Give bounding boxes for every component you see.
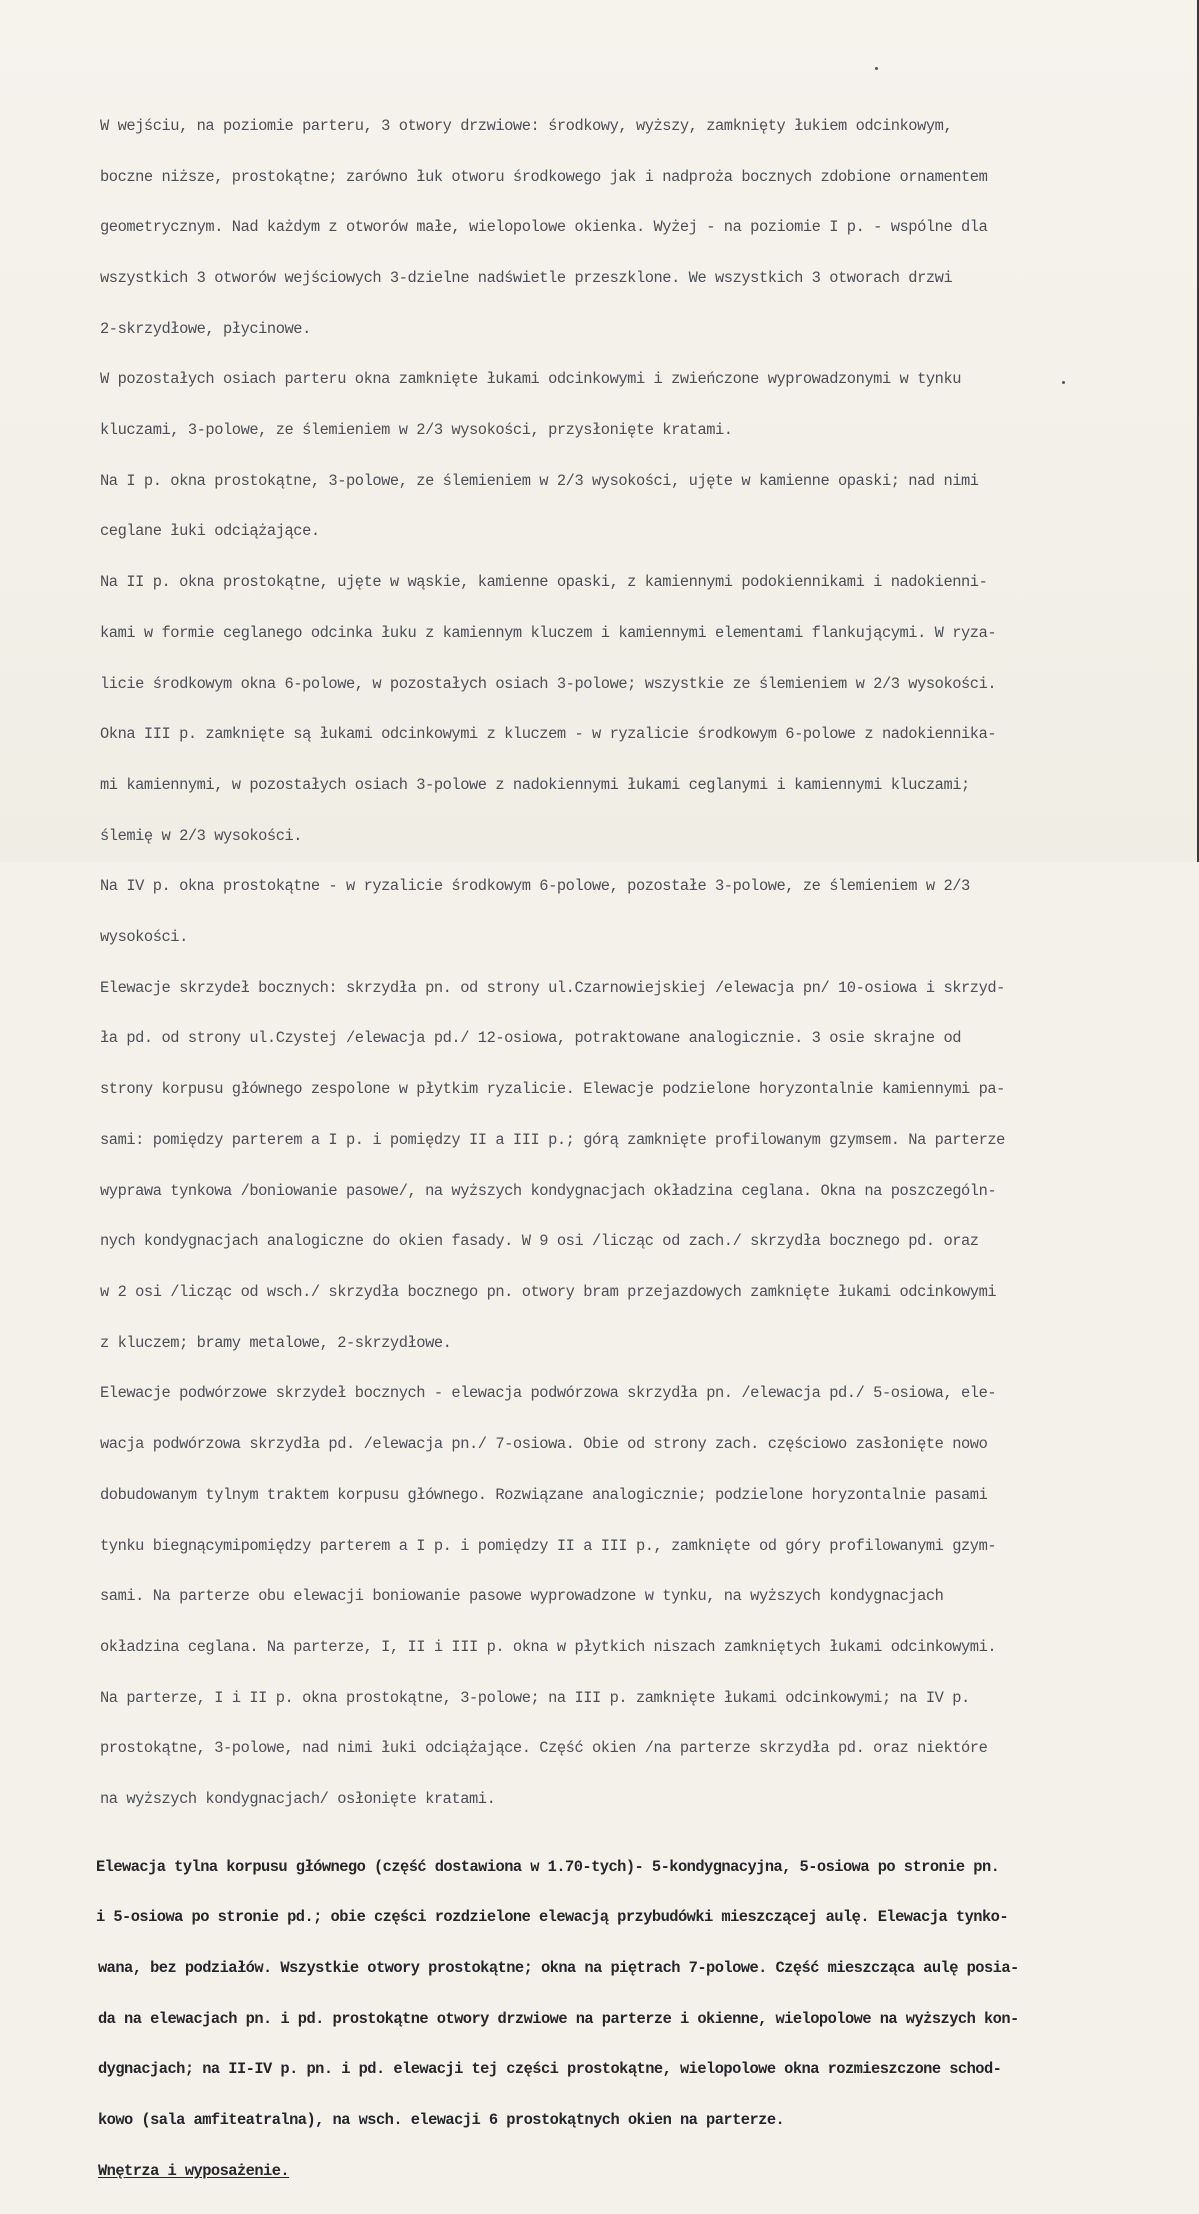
text-line: Na parterze, I i II p. okna prostokątne, 3-polowe; na III p. zamknięte łukami odcinkowymi; na IV p.	[100, 1688, 970, 1707]
text-line: Na II p. okna prostokątne, ujęte w wąskie, kamienne opaski, z kamiennymi podokiennikami i nadokienni-	[100, 573, 988, 592]
text-line: kluczami, 3-polowe, ze ślemieniem w 2/3 wysokości, przysłonięte kratami.	[100, 421, 733, 440]
text-line: ceglane łuki odciążające.	[100, 522, 320, 541]
text-line: na wyższych kondygnacjach/ osłonięte kratami.	[100, 1790, 496, 1809]
paper-speck	[875, 67, 878, 70]
text-line: boczne niższe, prostokątne; zarówno łuk otworu środkowego jak i nadproża bocznych zdobione ornamentem	[100, 167, 988, 186]
text-line: ła pd. od strony ul.Czystej /elewacja pd./ 12-osiowa, potraktowane analogicznie. 3 osie skrajne od	[100, 1029, 962, 1048]
text-line: prostokątne, 3-polowe, nad nimi łuki odciążające. Część okien /na parterze skrzydła pd. oraz niektóre	[100, 1739, 988, 1758]
text-line: Elewacje podwórzowe skrzydeł bocznych - elewacja podwórzowa skrzydła pn. /elewacja pd./ 5-osiowa, ele-	[100, 1384, 997, 1403]
text-line: licie środkowym okna 6-polowe, w pozostałych osiach 3-polowe; wszystkie ze ślemieniem w 2/3 wysokości.	[100, 674, 997, 693]
text-line: Na I p. okna prostokątne, 3-polowe, ze ślemieniem w 2/3 wysokości, ujęte w kamienne opaski; nad nimi	[100, 471, 979, 490]
text-line: wysokości.	[100, 928, 188, 947]
text-line: z kluczem; bramy metalowe, 2-skrzydłowe.	[100, 1333, 452, 1352]
text-line: W pozostałych osiach parteru okna zamknięte łukami odcinkowymi i zwieńczone wyprowadzonymi w tynku	[100, 370, 962, 389]
text-line: okładzina ceglana. Na parterze, I, II i III p. okna w płytkich niszach zamkniętych łukami odcinkowymi.	[100, 1637, 997, 1656]
text-line: nych kondygnacjach analogiczne do okien fasady. W 9 osi /licząc od zach./ skrzydła bocznego pd. oraz	[100, 1232, 979, 1251]
text-line-dark: dygnacjach; na II-IV p. pn. i pd. elewacji tej części prostokątne, wielopolowe okna rozmieszczone schod-	[98, 2060, 1002, 2079]
text-line-dark: kowo (sala amfiteatralna), na wsch. elewacji 6 prostokątnych okien na parterze.	[98, 2111, 785, 2130]
text-line: wacja podwórzowa skrzydła pd. /elewacja pn./ 7-osiowa. Obie od strony zach. częściowo zasłonięte nowo	[100, 1435, 988, 1454]
text-line: sami. Na parterze obu elewacji boniowanie pasowe wyprowadzone w tynku, na wyższych kondygnacjach	[100, 1587, 944, 1606]
text-line: Elewacje skrzydeł bocznych: skrzydła pn. od strony ul.Czarnowiejskiej /elewacja pn/ 10-osiowa i skrzyd-	[100, 978, 1005, 997]
text-line: W wejściu, na poziomie parteru, 3 otwory drzwiowe: środkowy, wyższy, zamknięty łukiem odcinkowym,	[100, 116, 953, 135]
text-line: tynku biegnącymipomiędzy parterem a I p. i pomiędzy II a III p., zamknięte od góry profilowanymi gzym-	[100, 1536, 997, 1555]
document-body	[96, 84, 1180, 2214]
text-line: mi kamiennymi, w pozostałych osiach 3-polowe z nadokiennymi łukami ceglanymi i kamiennymi kluczami;	[100, 775, 970, 794]
text-line: sami: pomiędzy parterem a I p. i pomiędzy II a III p.; górą zamknięte profilowanym gzymsem. Na parterze	[100, 1130, 1005, 1149]
text-line: Okna III p. zamknięte są łukami odcinkowymi z kluczem - w ryzalicie środkowym 6-polowe z nadokiennika-	[100, 725, 997, 744]
text-line: geometrycznym. Nad każdym z otworów małe, wielopolowe okienka. Wyżej - na poziomie I p. - wspólne dla	[100, 218, 988, 237]
section-heading: Wnętrza i wyposażenie.	[98, 2161, 290, 2180]
text-line-dark: da na elewacjach pn. i pd. prostokątne otwory drzwiowe na parterze i okienne, wielopolowe na wyższych kon-	[98, 2009, 1019, 2028]
text-line-dark: i 5-osiowa po stronie pd.; obie części rozdzielone elewacją przybudówki mieszczącej aulę. Elewacja tynko-	[96, 1908, 1009, 1927]
text-line-dark: Elewacja tylna korpusu głównego (część dostawiona w 1.70-tych)- 5-kondygnacyjna, 5-osiowa po stronie pn.	[96, 1857, 1000, 1876]
text-line: w 2 osi /licząc od wsch./ skrzydła bocznego pn. otwory bram przejazdowych zamknięte łukami odcinkowymi	[100, 1282, 997, 1301]
text-line: Na IV p. okna prostokątne - w ryzalicie środkowym 6-polowe, pozostałe 3-polowe, ze ślemieniem w 2/3	[100, 877, 970, 896]
text-line: kami w formie ceglanego odcinka łuku z kamiennym kluczem i kamiennymi elementami flankującymi. W ryza-	[100, 623, 997, 642]
text-line: ślemię w 2/3 wysokości.	[100, 826, 303, 845]
text-line: dobudowanym tylnym traktem korpusu głównego. Rozwiązane analogicznie; podzielone horyzontalnie pasami	[100, 1485, 988, 1504]
text-line-dark: wana, bez podziałów. Wszystkie otwory prostokątne; okna na piętrach 7-polowe. Część mieszcząca aulę posia-	[98, 1959, 1019, 1978]
paper-speck	[1062, 381, 1065, 384]
text-line: strony korpusu głównego zespolone w płytkim ryzalicie. Elewacje podzielone horyzontalnie kamiennymi pa-	[100, 1080, 1005, 1099]
text-line: wyprawa tynkowa /boniowanie pasowe/, na wyższych kondygnacjach okładzina ceglana. Okna na poszczególn-	[100, 1181, 997, 1200]
text-line: 2-skrzydłowe, płycinowe.	[100, 319, 311, 338]
text-line: wszystkich 3 otworów wejściowych 3-dzielne nadświetle przeszklone. We wszystkich 3 otworach drzwi	[100, 268, 953, 287]
